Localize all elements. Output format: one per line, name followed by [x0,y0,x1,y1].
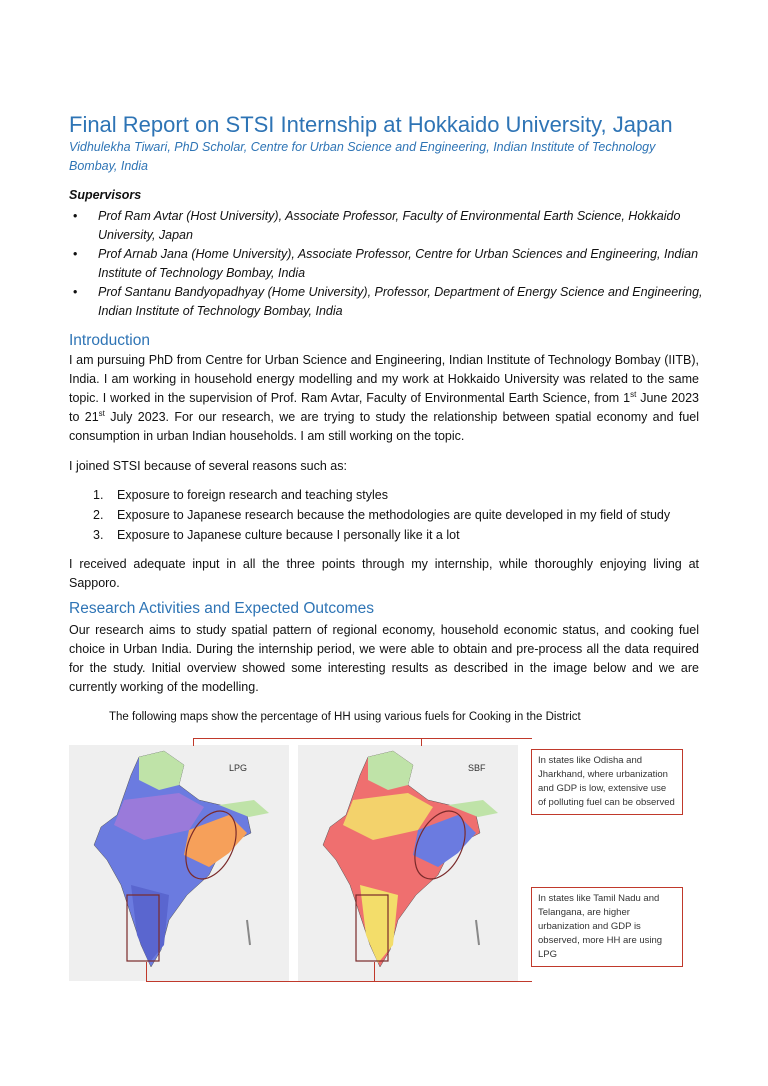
bullet-icon: • [73,209,78,223]
annotation-tamil-nadu: In states like Tamil Nadu and Telangana, are higher urbanization and GDP is observed, more HH are using LPG [531,887,683,967]
introduction-heading: Introduction [69,332,150,349]
sbf-map-panel [298,745,518,981]
intro-text-c: July 2023. For our research, we are trying to study the relationship between spatial economy and fuel consumption in urban Indian households. I am still working on the topic. [69,410,700,443]
connector-line-bottom-mid [374,962,375,981]
supervisors-heading: Supervisors [69,188,142,202]
intro-text-b: June 2023 to 21 [69,391,700,424]
report-title: Final Report on STSI Internship at Hokkaido University, Japan [69,112,673,137]
bullet-icon: • [73,285,78,299]
supervisor-item [69,207,709,245]
islands-sbf [476,920,479,945]
reason-item [93,505,670,525]
connector-line-top-mid [421,738,422,746]
supervisor-item [69,283,709,321]
author-line: Vidhulekha Tiwari, PhD Scholar, Centre for Urban Science and Engineering, Indian Institute of Technology Bombay, India [69,140,656,173]
figure-caption: The following maps show the percentage of HH using various fuels for Cooking in the District [109,711,581,723]
supervisor-text: Prof Santanu Bandyopadhyay (Home University), Professor, Department of Energy Science and Engineering, Indian Institute of Technology Bombay, India [98,285,703,318]
research-paragraph: Our research aims to study spatial pattern of regional economy, household economic status, and cooking fuel choice in Urban India. During the internship period, we were able to obtain and pre-process all the data required for the study. Initial overview showed some interesting results as described in the image below and we are currently working of the modelling. [69,623,699,694]
india-map-sbf [298,745,518,981]
supervisor-item [69,245,709,283]
connector-line-top [193,738,532,746]
south-region-sbf [360,885,398,963]
south-region-lpg [131,885,169,963]
islands-lpg [247,920,250,945]
supervisors-list [69,207,709,321]
ordinal-suffix: st [630,389,637,399]
india-map-lpg [69,745,289,981]
reasons-list [93,485,670,545]
reason-number: 1. [93,488,104,502]
connector-line-bottom [146,962,532,982]
lpg-map-panel [69,745,289,981]
reason-text: Exposure to Japanese culture because I personally like it a lot [117,528,460,542]
ordinal-suffix: st [98,408,105,418]
reason-text: Exposure to Japanese research because the methodologies are quite developed in my field of study [117,508,671,522]
reasons-intro: I joined STSI because of several reasons such as: [69,459,347,473]
reason-number: 2. [93,508,104,522]
intro-text-a: I am pursuing PhD from Centre for Urban Science and Engineering, Indian Institute of Technology Bombay (IITB), India. I am working in household energy modelling and my work at Hokkaido University was related to the same topic. I worked in the supervision of Prof. Ram Avtar, Faculty of Environmental Earth Science, from 1 [69,353,699,405]
sbf-map-label: SBF [468,763,486,773]
reason-item [93,525,670,545]
research-heading: Research Activities and Expected Outcomes [69,600,374,617]
supervisor-text: Prof Ram Avtar (Host University), Associate Professor, Faculty of Environmental Earth Science, Hokkaido University, Japan [98,209,681,242]
reason-text: Exposure to foreign research and teaching styles [117,488,388,502]
supervisor-text: Prof Arnab Jana (Home University), Associate Professor, Centre for Urban Sciences and Engineering, Indian Institute of Technology Bombay, India [98,247,699,280]
annotation-odisha: In states like Odisha and Jharkhand, where urbanization and GDP is low, extensive use of polluting fuel can be observed [531,749,683,815]
introduction-paragraph [69,351,699,446]
lpg-map-label: LPG [229,763,248,773]
reason-item [93,485,670,505]
reason-number: 3. [93,528,104,542]
conclusion-paragraph: I received adequate input in all the three points through my internship, while thoroughly enjoying living at Sapporo. [69,557,699,590]
bullet-icon: • [73,247,78,261]
